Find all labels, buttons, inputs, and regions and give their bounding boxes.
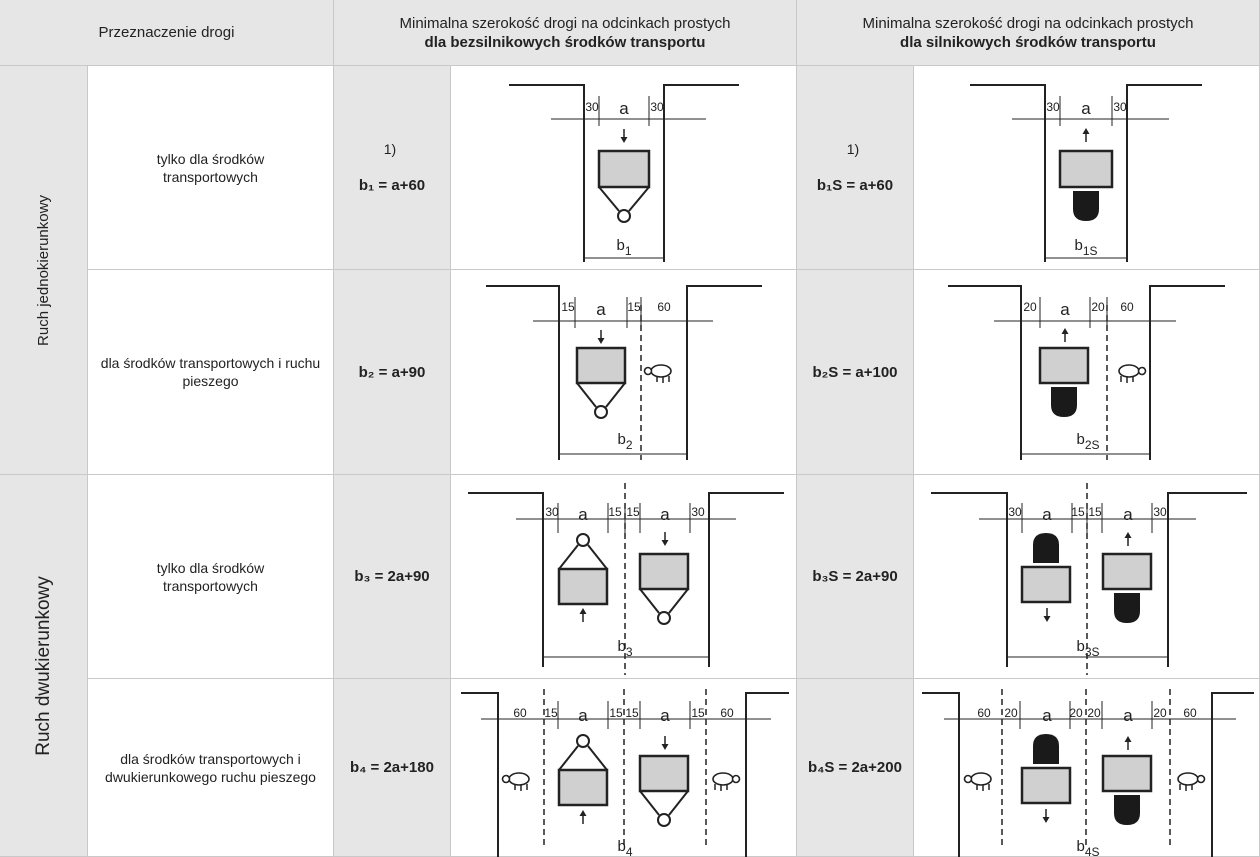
row2-formula-a bbox=[334, 270, 451, 475]
road-edge-right bbox=[687, 286, 762, 460]
row3-formula-a bbox=[334, 475, 451, 679]
row2-desc-text: dla środków transportowych i ruchu pieszego bbox=[100, 355, 321, 389]
header-nonmotor-line2: dla bezsilnikowych środków transportu bbox=[424, 33, 706, 51]
diagram-b1s bbox=[914, 66, 1260, 270]
row2-desc bbox=[88, 270, 334, 475]
dimension-label: 30 bbox=[1153, 505, 1167, 519]
pedestrian-icon bbox=[713, 773, 740, 791]
dimension-label: 15 bbox=[544, 706, 558, 720]
pedestrian-icon bbox=[965, 773, 992, 791]
width-label: $b_{1S}$ bbox=[1074, 237, 1098, 258]
dimension-label: a bbox=[578, 505, 588, 524]
road-edge-left bbox=[948, 286, 1021, 460]
width-label: $b_3$ bbox=[617, 638, 633, 659]
road-edge-left bbox=[461, 693, 498, 857]
pedestrian-icon bbox=[645, 365, 672, 383]
width-label: $b_{3S}$ bbox=[1076, 638, 1100, 659]
road-edge-left bbox=[509, 85, 584, 262]
road-edge-left bbox=[486, 286, 559, 460]
row4-desc-text: dla środków transportowych i dwukierunkowego ruchu pieszego bbox=[105, 750, 316, 785]
dimension-label: a bbox=[1042, 706, 1052, 725]
pedestrian-icon bbox=[1178, 773, 1205, 791]
dimension-label: 15 bbox=[627, 300, 641, 314]
row1-formula-a-text: b₁ = a+60 bbox=[358, 177, 426, 194]
group-two-way bbox=[0, 475, 88, 857]
row3-formula-b bbox=[797, 475, 914, 679]
dimension-label: 20 bbox=[1023, 300, 1037, 314]
row4-desc bbox=[88, 679, 334, 857]
dimension-label: 30 bbox=[1008, 505, 1022, 519]
dimension-label: 30 bbox=[545, 505, 559, 519]
dimension-label: 20 bbox=[1004, 706, 1018, 720]
dimension-label: a bbox=[660, 706, 670, 725]
road-edge-right bbox=[1150, 286, 1225, 460]
row2-formula-b bbox=[797, 270, 914, 475]
motor-vehicle-icon bbox=[1040, 348, 1088, 417]
dimension-label: 15 bbox=[625, 706, 639, 720]
diagram-svg bbox=[914, 270, 1260, 475]
width-label: $b_2$ bbox=[617, 431, 633, 452]
pedestrian-icon bbox=[503, 773, 530, 791]
dimension-label: a bbox=[1081, 99, 1091, 118]
dimension-label: 15 bbox=[691, 706, 705, 720]
dimension-label: 20 bbox=[1153, 706, 1167, 720]
diagram-b4 bbox=[451, 679, 797, 857]
dimension-label: 30 bbox=[1113, 100, 1127, 114]
motor-vehicle-icon bbox=[1103, 554, 1151, 623]
row3-formula-a-text: b₃ = 2a+90 bbox=[354, 568, 430, 585]
road-edge-right bbox=[1127, 85, 1202, 262]
arrow-down-icon bbox=[1044, 608, 1051, 622]
row1-formula-b-text: b₁S = a+60 bbox=[816, 177, 894, 194]
arrow-up-icon bbox=[1062, 328, 1069, 342]
row4-formula-a bbox=[334, 679, 451, 857]
diagram-svg bbox=[914, 679, 1260, 857]
diagram-b2 bbox=[451, 270, 797, 475]
row4-formula-a-text: b₄ = 2a+180 bbox=[350, 759, 434, 776]
width-label: $b_{4S}$ bbox=[1076, 838, 1100, 857]
dimension-label: 15 bbox=[1088, 505, 1102, 519]
road-edge-right bbox=[746, 693, 789, 857]
arrow-down-icon bbox=[598, 330, 605, 344]
diagram-b1 bbox=[451, 66, 797, 270]
handcart-icon bbox=[640, 756, 688, 826]
row3-desc bbox=[88, 475, 334, 679]
header-purpose-label: Przeznaczenie drogi bbox=[98, 24, 235, 41]
dimension-label: 15 bbox=[608, 505, 622, 519]
handcart-icon bbox=[640, 554, 688, 624]
group-one-way bbox=[0, 66, 88, 475]
dimension-label: 60 bbox=[720, 706, 734, 720]
motor-vehicle-icon bbox=[1022, 734, 1070, 803]
header-nonmotor bbox=[334, 0, 797, 66]
dimension-label: 20 bbox=[1069, 706, 1083, 720]
header-purpose bbox=[0, 0, 334, 66]
pedestrian-icon bbox=[1119, 365, 1146, 383]
dimension-label: 30 bbox=[691, 505, 705, 519]
width-label: $b_1$ bbox=[616, 237, 632, 258]
group-two-way-label: Ruch dwukierunkowy bbox=[32, 575, 54, 756]
dimension-label: 60 bbox=[513, 706, 527, 720]
handcart-icon bbox=[599, 151, 649, 222]
header-motor-line1: Minimalna szerokość drogi na odcinkach prostych bbox=[862, 14, 1194, 32]
road-edge-right bbox=[1212, 693, 1254, 857]
arrow-down-icon bbox=[621, 129, 628, 143]
handcart-icon bbox=[559, 735, 607, 805]
diagram-svg bbox=[914, 66, 1260, 270]
diagram-b3 bbox=[451, 475, 797, 679]
row3-desc-text: tylko dla środków transportowych bbox=[156, 559, 265, 594]
road-edge-left bbox=[970, 85, 1045, 262]
diagram-svg bbox=[451, 679, 797, 857]
header-nonmotor-line1: Minimalna szerokość drogi na odcinkach prostych bbox=[399, 14, 731, 32]
dimension-label: a bbox=[660, 505, 670, 524]
dimension-label: 15 bbox=[626, 505, 640, 519]
dimension-label: a bbox=[1042, 505, 1052, 524]
dimension-label: a bbox=[596, 300, 606, 319]
row1-formula-a bbox=[334, 66, 451, 270]
row2-formula-b-text: b₂S = a+100 bbox=[812, 363, 898, 381]
dimension-label: 30 bbox=[585, 100, 599, 114]
dimension-label: 20 bbox=[1087, 706, 1101, 720]
dimension-label: 30 bbox=[650, 100, 664, 114]
road-edge-right bbox=[664, 85, 739, 262]
dimension-label: 15 bbox=[609, 706, 623, 720]
row1-formula-b bbox=[797, 66, 914, 270]
dimension-label: 15 bbox=[1071, 505, 1085, 519]
header-motor bbox=[797, 0, 1260, 66]
diagram-svg bbox=[914, 475, 1260, 679]
road-edge-left bbox=[922, 693, 959, 857]
dimension-label: 15 bbox=[561, 300, 575, 314]
handcart-icon bbox=[559, 534, 607, 604]
dimension-label: 60 bbox=[1183, 706, 1197, 720]
arrow-up-icon bbox=[1125, 736, 1132, 750]
dimension-label: 60 bbox=[1120, 300, 1134, 314]
motor-vehicle-icon bbox=[1022, 533, 1070, 602]
dimension-label: 60 bbox=[977, 706, 991, 720]
width-label: $b_4$ bbox=[617, 838, 633, 857]
motor-vehicle-icon bbox=[1103, 756, 1151, 825]
row1-note-a: 1) bbox=[383, 141, 397, 157]
row4-formula-b-text: b₄S = 2a+200 bbox=[808, 759, 902, 776]
width-label: $b_{2S}$ bbox=[1076, 431, 1100, 452]
dimension-label: a bbox=[619, 99, 629, 118]
arrow-down-icon bbox=[662, 532, 669, 546]
diagram-svg bbox=[451, 475, 797, 679]
dimension-label: a bbox=[1123, 706, 1133, 725]
dimension-label: a bbox=[1060, 300, 1070, 319]
arrow-up-icon bbox=[580, 608, 587, 622]
motor-vehicle-icon bbox=[1060, 151, 1112, 221]
arrow-up-icon bbox=[580, 810, 587, 824]
diagram-svg bbox=[451, 66, 797, 270]
dimension-label: 60 bbox=[657, 300, 671, 314]
row1-note-b: 1) bbox=[846, 141, 860, 157]
row1-desc-text: tylko dla środków transportowych bbox=[156, 150, 265, 185]
diagram-b2s bbox=[914, 270, 1260, 475]
header-motor-line2: dla silnikowych środków transportu bbox=[900, 33, 1156, 51]
dimension-label: a bbox=[1123, 505, 1133, 524]
row4-formula-b bbox=[797, 679, 914, 857]
diagram-b3s bbox=[914, 475, 1260, 679]
dimension-label: 20 bbox=[1091, 300, 1105, 314]
diagram-b4s bbox=[914, 679, 1260, 857]
arrow-up-icon bbox=[1083, 128, 1090, 142]
dimension-label: 30 bbox=[1046, 100, 1060, 114]
arrow-down-icon bbox=[1043, 809, 1050, 823]
diagram-svg bbox=[451, 270, 797, 475]
arrow-up-icon bbox=[1125, 532, 1132, 546]
handcart-icon bbox=[577, 348, 625, 418]
row3-formula-b-text: b₃S = 2a+90 bbox=[812, 568, 898, 585]
row1-desc bbox=[88, 66, 334, 270]
row2-formula-a-text: b₂ = a+90 bbox=[358, 363, 426, 381]
dimension-label: a bbox=[578, 706, 588, 725]
arrow-down-icon bbox=[662, 736, 669, 750]
group-one-way-label: Ruch jednokierunkowy bbox=[35, 194, 53, 346]
